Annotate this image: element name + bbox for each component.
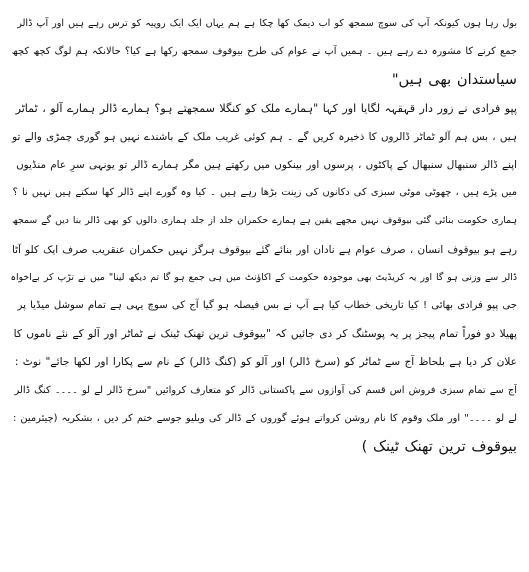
text-line: میں پڑے ہیں ، چھوٹی موٹی سبزی کی دکانوں کی زینت بڑھا رہے ہیں ۔ کیا وہ گورے اپنے ڈالر کھا سکتے ہیں نہیں نا ؟ (12, 187, 517, 199)
text-line: ہیں ، بس ہم آلو ٹماٹر ڈالروں کا ذخیرہ کریں گے ۔ ہم کوئی غریب ملک کے باشندے نہیں ہو گوری چمڑی والے تو (12, 130, 517, 143)
text-line: اپنے ڈالر سنبھال سنبھال کے پاکٹوں ، پرسوں اور بینکوں میں رکھتے ہیں مگر ہمارے ڈالر تو یونہی سرِ عام منڈیوں (16, 159, 517, 172)
text-line: ڈالر سے وزنی ہو گا اور یہ کریڈیٹ بھی موجودہ حکومت کے اکاؤنٹ میں ہی جمع ہو گا تم دیکھ لینا" میں نے تڑپ کر بےاخواہ (10, 271, 517, 283)
text-line: پپو فرادی نے زور دار قہقہہ لگایا اور کہا "ہمارے ملک کو کنگلا سمجھتے ہو؟ ہمارے ڈالر ہمارے آلو ، ٹماٹر (15, 101, 517, 115)
text-line: لے لو ۔۔۔۔" اور ملک وقوم کا نام روشن کرواتے ہوئے گوروں کے ڈالر کی ویلیو جوسے ختم کر دیں ، بشکریہ (چیئرمین : (12, 412, 517, 424)
text-line: علان کر دیا ہے بلحاظ آج سے ٹماٹر کو (سرخ ڈالر) اور آلو کو (کنگ ڈالر) کے نام سے پکارا اور لکھا جائے" نوٹ : (14, 356, 517, 369)
article-paragraph-2 (10, 95, 517, 462)
text-line: رہے ہو بیوقوف انسان ، صرف عوام ہے نادان اور بنائے گئے بیوقوف ہرگز نہیں حکمران عنقریب صرف ایک کلو آٹا (11, 243, 517, 256)
text-line: سیاستدان بھی ہیں" (391, 71, 517, 89)
text-line: ہماری حکومت بنائی گئی بیوقوف نہیں مجھے یقین ہے ہمارے حکمران جلد از جلد ہماری دالوں کو بھی ڈالر بنا دیں گے سمجھ (12, 215, 517, 227)
text-line: پھیلا دو فوراً تمام پیجز پر یہ پوسٹنگ کر دی جائیں کہ "بیوقوف ترین تھنک ٹینک نے ٹماٹر اور آلو کے نئے ناموں کا (13, 328, 517, 341)
text-line: بول رہا ہوں کیونکہ آپ کی سوچ سمجھ کو اب دیمک کھا چکا ہے ہم یہاں ایک ایک روپیہ کو ترس رہے ہیں اور آپ ڈالر (17, 18, 517, 29)
text-line: آج سے تمام سبزی فروش اس قسم کی آوازوں سے پاکستانی ڈالر کو متعارف کروائیں "سرخ ڈالر لے لو ۔۔۔۔ کنگ ڈالر (14, 384, 517, 396)
text-line: جمع کرنے کا مشورہ دے رہے ہیں ۔ ہمیں آپ نے عوام کی طرح بیوقوف سمجھ رکھا ہے کیا؟ حالانکہ ہم لوگ کچھ کچھ (11, 46, 517, 58)
article-paragraph-1 (10, 10, 517, 95)
text-line: جی پپو فرادی بھائی ! کیا تاریخی خطاب کیا ہے آپ نے بس فیصلہ ہو گیا آج کی سوچ یہی ہے تمام سوشل میڈیا پر (17, 300, 517, 312)
text-line: بیوقوف ترین تھنک ٹینک ) (361, 438, 517, 456)
